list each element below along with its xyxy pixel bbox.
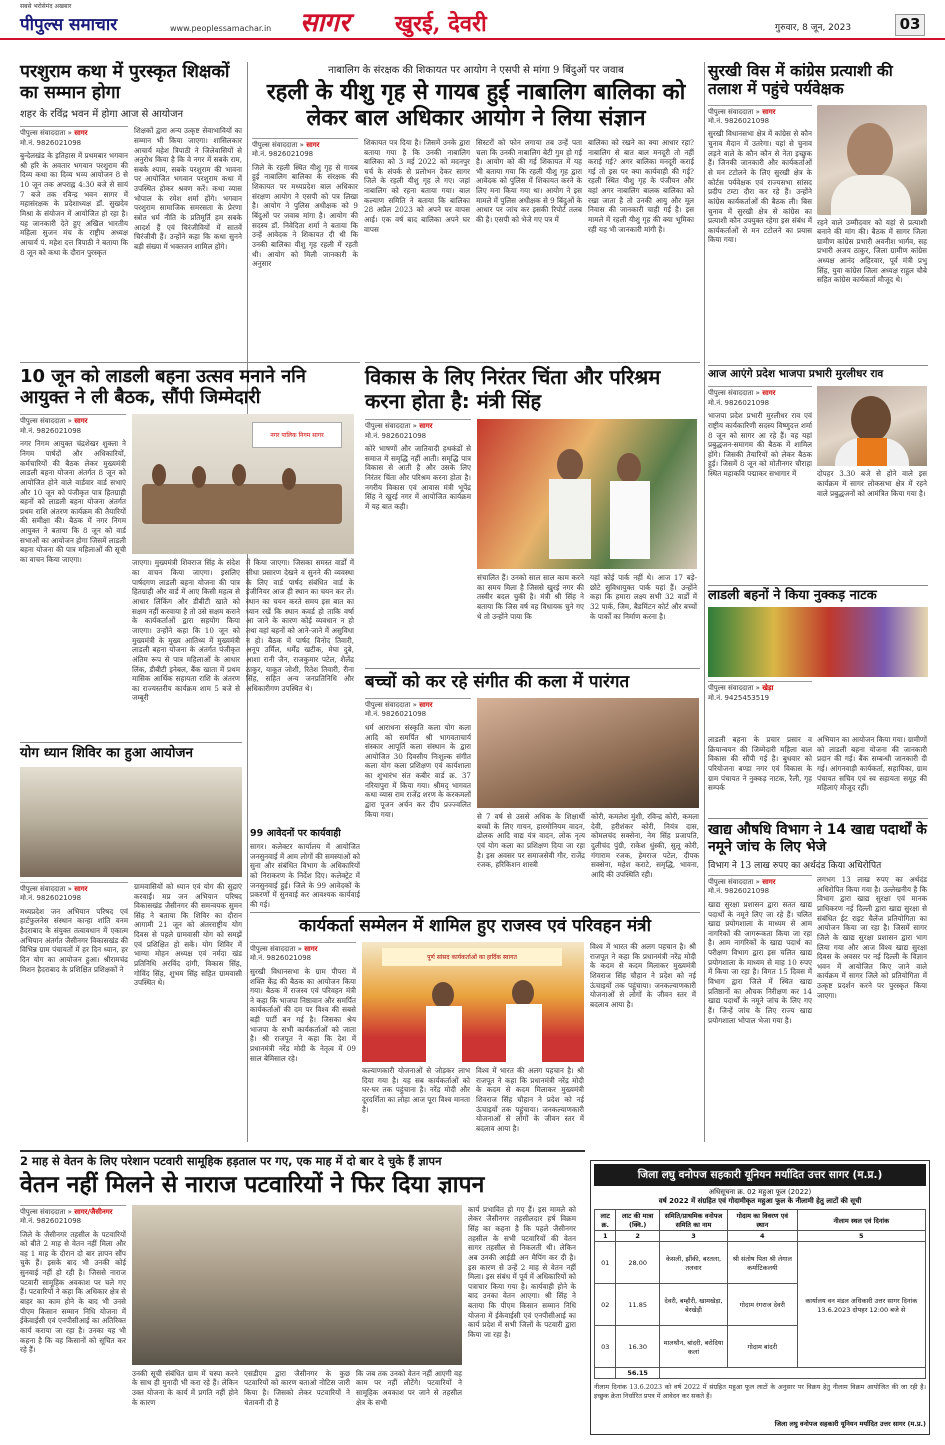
article-body: विश्व में भारत की अलग पहचान है। श्री राजपूत ने कहा कि प्रधानमंत्री नरेंद्र मोदी के कदम से कदम मिलाकर मुख्यमंत्री शिवराज सिंह चौहान ने प्रदेश को नई ऊंचाइयों तक पहुंचाया। जनकल्याणकारी योजनाओं से लोगों के जीवन स्तर में बदलाव आया है। (590, 942, 696, 1009)
article-surkhi (708, 62, 928, 362)
article-body: भाजपा प्रदेश प्रभारी मुरलीधर राव एवं राष्ट्रीय कार्यकारिणी सदस्य विष्णुदत्त शर्मा 8 जून को सागर आ रहे हैं। वह यहां प्रबुद्धजन-समागम की बैठक में शामिल होंगे। जिसकी तैयारियों को लेकर बैठक हुई। जिसमें 8 जून को मोतीनगर चौराहा स्थित महाकवि पद्माकर सभागार में (708, 411, 812, 479)
article-body: ग्रामवासियों को ध्यान एवं योग की सुद्राएं करवाईं। मप्र जन अभियान परिषद विकासखंड जैसीनगर की समन्वयक सुमन सिंह ने बताया कि शिविर का दौरान आगामी 21 जून को अंतरराष्ट्रीय योग दिवस से पहले ग्रामवासी योग को समझें एवं प्रशिक्षित हो सकें। योग शिविर में भाग्या मोहन अध्यक्ष एवं नर्मदा खंड प्रतिनिधि अरविंद दांगी, विकास सिंह, गोविंद सिंह, शुभम सिंह सहित ग्रामवासी उपस्थित थे। (134, 881, 242, 988)
society-cell: मालथौन, बांदरी, बरोदिया कलां (659, 1326, 727, 1368)
headline[interactable]: योग ध्यान शिविर का हुआ आयोजन (20, 745, 193, 761)
article-body: नगर निगम आयुक्त चंद्रशेखर शुक्ला ने निगम पार्षदों और अधिकारियों, कर्मचारियों की बैठक लेकर मुख्यमंत्री लाडली बहना योजना अंतर्गत 8 जून को आयोजित होने वाले वार्डवार वार्ड सभाएं और 10 जून को पंजीकृत पात्र हितग्राही बहनों को लाडली बहना योजना अंतर्गत प्रथम राशि अंतरण कार्यक्रम की तैयारियों की समीक्षा की। बैठक में नगर निगम आयुक्त ने बताया कि 8 जून को वार्ड सभाओं का आयोजन होगा जिसमें लाडली बहना योजना की पात्र महिलाओं की सूची का वाचन किया जाएगा। (20, 439, 126, 565)
byline: पीपुल्स संवाददाता » सागर मो.नं. 9826021098 (20, 126, 128, 148)
article-body: लाडली बहना के प्रचार प्रसार व क्रियान्वयन की जिम्मेदारी महिला बाल विकास की सौंपी गई है। बुधवार को परियोजना बण्डा नगर एवं विकास के ग्राम पंचायत ने नुक्कड़ नाटक, रैली, गृह सम्पर्क (708, 735, 812, 793)
article-body: खाद्य सुरक्षा प्रशासन द्वारा सतत खाद्य पदार्थों के नमूने लिए जा रहे हैं। चलित खाद्य प्रयोगशाला के माध्यम से आम नागरिकों की जागरूकता किया जा रहा है। आम नागरिकों के खाद्य पदार्थ का परीक्षण विभाग द्वारा इस चलित खाद्य प्रयोगशाला के माध्यम से माह 10 रुपए में किया जा रहा है। विगत 15 दिवस में विभाग द्वारा जिले में स्थित खाद्य प्रतिष्ठानों का औचक निरीक्षण कर 14 खाद्य पदार्थों के नमूने जांच के लिए गए हैं। जिन्हें जांच के लिए राज्य खाद्य प्रयोगशाला भोपाल भेजा गया है। (708, 899, 812, 1025)
byline: पीपुल्स संवाददाता » खेड़ा मो.नं. 9425453519 (708, 681, 812, 703)
qty-cell: 11.85 (616, 1284, 659, 1326)
article-body: कोरी, कमलेश मुंशी, रविन्द्र कोरी, कमला देवी, हरीशंकर कोरी, नियंत्र दास, कोमलचंद सक्सेना, नेम सिंह प्रजापति, दुलीचंद पुंग्री, राकेश धुंस्की, सुलू कोरी, गंगाराम रजक, हेमराज पटेल, दीपक सक्सेना, महेश कराटे, समृद्धि, भावना, आदि की उपस्थिति रही। (591, 812, 699, 879)
byline: पीपुल्स संवाददाता » सागर मो.नं. 9826021098 (708, 105, 812, 127)
masthead (0, 0, 945, 40)
article-body: सागर। कलेक्टर कार्यालय में आयोजित जनसुनवाई में आम लोगों की समस्याओं को सुना और संबंधित विभाग के अधिकारियों को निराकरण के निर्देश दिए। कलेक्ट्रेट में जनसुनवाई हुई। जिले के 99 आवेदकों के प्रकरणों में सुनवाई कर आवश्यक कार्यवाई की गई। (250, 842, 360, 910)
minister-event-photo (477, 419, 697, 569)
headline[interactable]: 99 आवेदनों पर कार्यवाही (250, 828, 341, 839)
article-body: कल्याणकारी योजनाओं से जोड़कर लाभ दिया गया है। यह सब कार्यकर्ताओं को घर-घर तक पहुंचाना है। नरेंद्र मोदी और दूरदर्शिता का लोहा आज पूरा विश्व मानता है। (362, 1066, 470, 1114)
headline[interactable]: रहली के यीशु गृह से गायब हुई नाबालिग बालिका को लेकर बाल अधिकार आयोग ने लिया संज्ञान (266, 80, 686, 131)
nukkad-natak-photo (708, 607, 928, 677)
article-food-safety (708, 818, 928, 1143)
headline[interactable]: परशुराम कथा में पुरस्कृत शिक्षकों का सम्मान होगा (20, 62, 230, 103)
article-nukkad-natak (708, 585, 928, 735)
column-rule (704, 62, 705, 1142)
godown-cell: श्री संतोष पिता श्री लेगाल कर्माटिकलयी (728, 1242, 797, 1284)
place-cell: कार्यालय वन मंडल अधिकारी उत्तर सागर दिनांक 13.6.2023 दोपहर 12:00 बजे से (797, 1242, 925, 1368)
col-num: 3 (659, 1231, 727, 1242)
godown-cell: गोदाम बांदरी (728, 1326, 797, 1368)
article-body: लगभग 13 लाख रुपए का अर्थदंड अधिरोपित किया गया है। उल्लेखनीय है कि विभाग द्वारा खाद्य सुरक्षा एवं मानक प्राधिकरण नई दिल्ली द्वारा खाद्य सुरक्षा से संबंधित ईट राइट चैलेंज प्रतियोगिता का आयोजन किया जा रहा है। जिसमें सागर जिले के खाद्य सुरक्षा प्रशासन द्वारा भाग लिया गया और आज विश्व खाद्य सुरक्षा दिवस के अवसर पर नई दिल्ली के विज्ञान भवन में आयोजित किए जाने वाले कार्यक्रम में सागर जिले को प्रतियोगिता में उत्कृष्ट प्रदर्शन करने पर पुरस्कृत किया जाएगा। (817, 875, 927, 1000)
politician-photo (817, 105, 927, 215)
col-num: 5 (797, 1231, 925, 1242)
kicker: नाबालिग के संरक्षक की शिकायत पर आयोग ने एसपी से मांगा 9 बिंदुओं पर जवाब (328, 65, 624, 76)
music-class-photo (477, 698, 699, 808)
col-society: समिति/प्राथमिक वनोपज समिति का नाम (659, 1210, 727, 1231)
website-url[interactable]: www.peoplessamachar.in (170, 24, 272, 33)
lot-table (594, 1209, 926, 1379)
article-body: में किया जाएगा। जिसका समस्त वार्डों में सीधा प्रसारण देखने व सुनने की व्यवस्था के लिए वार्ड पार्षद संबंधित वार्ड के इंजीनियर आज ही स्थान का चयन कर लें। स्थान का चयन करते समय इस बात का ध्यान रखें कि स्थान कवर्ड हो ताकि वर्षा आ जाने के कारण कोई व्यवधान न हो तथा वहां बहनों को आने-जाने में असुविधा न हो। बैठक में पार्षद विनोद तिवारी, अनूप उर्मिल, धर्मेंद्र खटीक, मेघा दुबे, आशा रानी जैन, राजकुमार पटेल, शैलेंद्र ठाकुर, याकूत जोशी, रितेश तिवारी, रीना सिंह, सहित अन्य जनप्रतिनिधि और अधिकारीगण उपस्थित थे। (246, 558, 354, 693)
article-body: सुरखी विधानसभा क्षेत्र में कांग्रेस से कौन चुनाव मैदान में उतरेगा। यहां से चुनाव लड़ने वाले के कौन कौन से नेता इच्छुक हैं। जिनकी जानकारी और कार्यकर्ताओं से मन टटोलने के लिए सुरखी क्षेत्र के कोर्टस पर्यवेक्षक एवं राज्यसभा सांसद प्रदीप टम्टा दौरा कर रहे हैं। उन्होंने कांग्रेस कार्यकर्ताओं की बैठक ली। बिस चुनाव में सुरखी क्षेत्र से कांग्रेस का प्रत्याशी कौन उपयुक्त रहेगा इस संबंध में कार्यकर्ताओं से मन टटोलने का प्रयास किया गया। (708, 129, 812, 245)
col-num: 4 (728, 1231, 797, 1242)
headline[interactable]: कार्यकर्ता सम्मेलन में शामिल हुए राजस्व एवं परिवहन मंत्री (299, 916, 651, 936)
article-body: यहां कोई पार्क नहीं थे। आज 17 बड़े- छोटे सुविधायुक्त पार्क यहां हैं। उन्होंने कहा कि हमारा लक्ष्य सभी 32 वार्डों में 32 पार्क, जिम, बैडमिंटन कोर्ट और बच्चों के पार्कों का निर्माण करना है। (590, 573, 697, 621)
byline: पीपुल्स संवाददाता » सागर मो.नं. 9826021098 (708, 875, 812, 897)
byline: पीपुल्स संवाददाता » सागर मो.नं. 9826021098 (20, 882, 128, 904)
patwari-protest-photo (132, 1205, 462, 1365)
headline[interactable]: आज आएंगे प्रदेश भाजपा प्रभारी मुरलीधर राव (708, 368, 884, 380)
headline[interactable]: वेतन नहीं मिलने से नाराज पटवारियों ने फिर दिया ज्ञापन (20, 1171, 485, 1198)
society-cell: केसली, झींकी, बरतला, तलवार (659, 1242, 727, 1284)
article-body: बालिका को रखने का क्या आधार रहा? नाबालिग से बात बाल मनदूरी तो नहीं कराई गई? अगर बालिका मनदूरी कराई गई तो इस पर क्या कार्यवाही की गई? रहली स्थित यीशु गृह के पंजीयन और वहां अगर नाबालिग बालक बालिका को रखा जाता है तो उनकी आयु और मूल निवास की जानकारी चाही गई है। इस मामले में रहली यीशु गृह की क्या भूमिका रही यह भी जानकारी मांगी है। (588, 137, 694, 234)
article-body: उनकी सूची संबंधित ग्राम में चस्पा करने के साथ ही मुनादी भी करा रहे हैं। लेकिन उक्त योजना के कार्य में प्रगति नहीं होने के कारण (132, 1368, 238, 1407)
article-development-minister (365, 362, 700, 662)
page-number: 03 (895, 14, 925, 36)
lot-cell: 01 (595, 1242, 616, 1284)
article-patwari-strike (20, 1150, 585, 1435)
society-cell: देवरी, बम्हौरी, खामखेड़ा, बेरखेड़ी (659, 1284, 727, 1326)
headline[interactable]: सुरखी विस में कांग्रेस प्रत्याशी की तलाश में पहुंचे पर्यवेक्षक (708, 62, 893, 99)
table-row (595, 1242, 926, 1284)
col-qty: लाट की मात्रा (क्वि.) (616, 1210, 659, 1231)
byline: पीपुल्स संवाददाता » सागर मो.नं. 9826021098 (20, 414, 126, 436)
qty-cell: 28.00 (616, 1242, 659, 1284)
article-body: से 7 वर्ष से उससे अधिक के शिक्षार्थी बच्चों के लिए गायन, हारमोनियम वादन, ढोलक आदि वाद्य यंत्र वादन, लोक नृत्य एवं योग कला का प्रशिक्षण दिया जा रहा है। इस अवसर पर समाजसेवी गौर, राजेंद्र रजक, हरिकिशन शास्त्री (477, 812, 585, 870)
article-body: कोरे भाषणों और जातिवादी हथकंडों से समाज में समृद्धि नहीं आती। समृद्धि पात्र विकास से आती है और उसके लिए निरंतर चिंता और परिश्रम करना होता है। नगरीय विकास एवं आवास मंत्री भूपेंद्र सिंह ने खुरई नगर में आयोजित कार्यक्रम में यह बात कही। (365, 444, 471, 511)
article-body: विश्व में भारत की अलग पहचान है। श्री राजपूत ने कहा कि प्रधानमंत्री नरेंद्र मोदी के कदम से कदम मिलाकर मुख्यमंत्री शिवराज सिंह चौहान ने प्रदेश को नई ऊंचाइयों तक पहुंचाया। जनकल्याणकारी योजनाओं से लोगों के जीवन स्तर में बदलाव आया है। (476, 1066, 584, 1133)
article-rahli (252, 62, 700, 352)
kicker: 2 माह से वेतन के लिए परेशान पटवारी सामूहिक हड़ताल पर गए, एक माह में दो बार दे चुके हैं ज्ञापन (20, 1154, 442, 1168)
article-body: अभियान का आयोजन किया गया। ग्रामीणों को लाडली बहना योजना की जानकारी प्रदान की गई। बैंक सम्बन्धी जानकारी दी गई। आंगनवाड़ी कार्यकर्ता, सहायिका, ग्राम पंचायत सचिव एवं स्व सहायता समूह की महिलाएं मौजूद रहीं। (817, 735, 927, 793)
notice-title: जिला लघु वनोपज सहकारी यूनियन मर्यादित उत्तर सागर (म.प्र.) (594, 1164, 926, 1186)
col-lot: लाट क्र. (595, 1210, 616, 1231)
subheadline: शहर के रविंद्र भवन में होगा आज से आयोजन (20, 109, 184, 121)
article-body: मध्यप्रदेश जन अभियान परिषद एवं हार्टफुलनेस संस्थान कान्हा शांति वनम हैदराबाद के संयुक्त तत्वावधान में एकात्म अभियान अंतर्गत जैसीनगर विकासखंड की विभिन्न ग्राम पंचायतों में हर दिन ध्यान, हर दिन योग का आयोजन हुआ। श्रीरामचंद्र मिशन हैदराबाद के प्रशिक्षित प्रशिक्षकों ने (20, 906, 128, 974)
article-body: कार्य प्रभावित हो गए हैं। इस मामले को लेकर जैसीनगर तहसीलदार हर्ष विक्रम सिंह का कहना है कि पहले जैसीनगर तहसील के सभी पटवारियों की वेतन सागर तहसील से निकलती थी। लेकिन अब उनकी आईडी अन मैपिंग कर दी है। इस कारण से उन्हें 2 माह से वेतन नहीं मिला। इस संबंध में पूर्व में अधिकारियों को पत्राचार किया गया है। कार्यवाही होने के बाद उनका वेतन आएगा। श्री सिंह ने बताया कि पीएम किसान सम्मान निधि योजना में ईकेवाईसी एवं एनपीसीआई का कार्य प्रदेश में सभी जिलों के पटवारी द्वारा किया जा रहा है। (468, 1204, 576, 1340)
section-towns: खुरई, देवरी (395, 11, 487, 37)
yoga-camp-photo (20, 767, 242, 877)
col-num: 2 (616, 1231, 659, 1242)
headline[interactable]: बच्चों को कर रहे संगीत की कला में पारंगत (365, 672, 630, 692)
qty-cell: 16.30 (616, 1326, 659, 1368)
photo-caption: दोपहर 3.30 बजे से होने वाले इस कार्यक्रम में सागर लोकसभा क्षेत्र में रहने वाले प्रबुद्धजनों को आमंत्रित किया गया है। (817, 469, 927, 498)
col-num: 1 (595, 1231, 616, 1242)
headline[interactable]: 10 जून को लाडली बहना उत्सव मनाने ननि आयुक्त ने ली बैठक, सौंपी जिम्मेदारी (20, 366, 306, 409)
article-worker-conference (250, 912, 700, 1142)
blank-cell (595, 1368, 616, 1379)
newspaper-logo: पीपुल्स समाचार (20, 15, 118, 35)
section-city: सागर (300, 8, 350, 38)
tender-notice (590, 1160, 930, 1435)
article-body: शिकायत पत्र दिया है। जिसमें उनके द्वारा बताया गया है कि उनकी नाबालिग बालिका को 3 मई 2022 को मदनपुर चर्च के संपर्क से प्रलोभन देकर सागर जिले के रहली यीशु गृह ले गए। जहां नाबालिग को रहना बताया गया। बाल कल्याण समिति ने बताया कि बालिका 28 अप्रैल 2023 को अपने घर वापस आई। एक वर्ष बाद बालिका अपने घर वापस (364, 137, 470, 234)
conference-photo (362, 942, 584, 1062)
lot-cell: 02 (595, 1284, 616, 1326)
issue-date: गुरुवार, 8 जून, 2023 (775, 23, 852, 33)
article-body: शिक्षकों द्वारा अन्य उत्कृष्ट सेवाभावियों का सम्मान भी किया जाएगा। शासिलकार आचार्य महेश त्रिपाठी ने जिलेवासियों से अनुरोध किया है कि वे नगर में सबके राम, सबके श्याम, सबके परशुराम की भावना पर आयोजित भगवान परशुराम कथा में उपस्थित होकर श्रवण करें। कथा व्यास भोपाल के रमेश शर्मा होंगे। भगवान परशुराम सामाजिक समरसता के प्रेरणा स्त्रोत धर्म नीति के प्रतिमूर्ति हम सबके आदर्श हैं एवं चिरंजीवियों में सातवें चिरंजीवी हैं। उन्होंने कहा कि कथा सुनने बड़ी संख्या में भक्तजन शामिल होंगे। (134, 126, 242, 251)
banner-sign: पूर्ण सांसद कार्यकर्ताओं का हार्दिक स्वागत (382, 948, 562, 966)
logo-tagline: सबसे भरोसेमंद अखबार (20, 3, 72, 10)
article-parshuram (20, 62, 242, 332)
byline: पीपुल्स संवाददाता » सागर मो.नं. 9826021098 (252, 138, 358, 160)
godown-cell: गोदाम रंगराज देवरी (728, 1284, 797, 1326)
col-godown: गोदाम का विवरण एवं स्थान (728, 1210, 797, 1231)
headline[interactable]: खाद्य औषधि विभाग ने 14 खाद्य पदार्थों के नमूने जांच के लिए भेजे (708, 822, 927, 855)
article-music-class (365, 668, 700, 908)
byline: पीपुल्स संवाददाता » सागर मो.नं. 9826021098 (250, 942, 356, 964)
article-body: कि जब तक उनको वेतन नहीं आएगी वह काम पर नहीं लौटेंगे। पटवारियों ने सामूहिक अवकाश पर जाने से तहसील क्षेत्र के सभी (356, 1368, 462, 1407)
article-body: सुरखी विधानसभा के ग्राम पीपरा में शक्ति केंद्र की बैठक का आयोजन किया गया। बैठक में राजस्व एवं परिवहन मंत्री ने कहा कि भाजपा निष्ठावान और समर्पित कार्यकर्ताओं की दम पर विश्व की सबसे बड़ी पार्टी बन गई है। जिसका श्रेय भाजपा के सभी कार्यकर्ताओं को जाता है। श्री राजपूत ने कहा कि देश में प्रधानमंत्री नरेंद्र मोदी के नेतृत्व में 09 साल बेमिसाल रहे। (250, 966, 356, 1063)
meeting-photo (132, 414, 354, 554)
article-muralidhar (708, 365, 928, 580)
byline: पीपुल्स संवाददाता » सागर मो.नं. 9826021098 (708, 386, 812, 408)
col-place: नीलाम स्थल एवं दिनांक (797, 1210, 925, 1231)
blank-cell (659, 1368, 925, 1379)
photo-caption: रहने वाले उम्मीदवार को यहां से प्रत्याशी बनाने की मांग की। बैठक में सागर जिला ग्रामीण कांग्रेस प्रभारी अवनीश भार्गव, सह प्रभारी अजय ठाकुर, जिला ग्रामीण कांग्रेस अध्यक्ष आनंद अहिरवार, पूर्व मंत्री प्रभु सिंह, युवा कांग्रेस जिला अध्यक्ष राहुल चौबे सहित कांग्रेस कार्यकर्ता मौजूद थे। (817, 217, 927, 285)
article-body: बुन्देलखंड के इतिहास में प्रथमबार भगवान श्री हरि के अवतार भगवान परशुराम की दिव्य कथा का दिव्य भव्य आयोजन 8 से 10 जून तक अपराह्न 4:30 बजे से सायं 7 बजे तक रविन्द्र भवन सागर में महासंरक्षक के प्रदेशाध्यक्ष डॉ. सुखदेव मिश्रा के संयोजन में आयोजित हो रहा है। यह जानकारी देते हुए अखिल भारतीय महिला सुजन मंच के राष्ट्रीय अध्यक्ष आचार्य पं. महेश दत्त त्रिपाठी ने बताया कि 8 जून को कथा के दौरान पुरस्कृत (20, 151, 128, 257)
article-99-applications (250, 828, 360, 908)
article-body: सिस्टरों को फोन लगाया तब उन्हें पता चला कि उनकी नाबालिग बेटी गुम हो गई है। आयोग को की गई शिकायत में यह भी बताया गया कि रहली यीशु गृह द्वारा आवेदक को पुलिस में शिकायत करने के लिए मना किया गया था। आयोग ने इस मामले में पुलिस अधीक्षक से 9 बिंदुओं के आधार पर जांच कर इसकी रिपोर्ट तलब की है। एसपी को भेजे गए पत्र में (476, 137, 582, 225)
headline[interactable]: विकास के लिए निरंतर चिंता और परिश्रम करना होता है: मंत्री सिंह (365, 365, 661, 413)
article-body: एसडीएम द्वारा जैसीनगर के कुछ पटवारियों को कारण बताओ नोटिस जारी किया है। जिसको लेकर पटवारियों ने चेतावनी दी है (244, 1368, 350, 1407)
article-body: संचालित हैं। उनको साल साल काम करने का समय मिला है जिससे खुरई नगर की तस्वीर बदल चुकी है। मंत्री श्री सिंह ने बताया कि जिस वर्ष वह विधायक चुने गए थे तो उन्होंने पाया कि (477, 573, 584, 621)
article-nukkad-natak-body (708, 735, 928, 815)
notice-signature: जिला लघु वनोपज सहकारी यूनियन मर्यादित उत्तर सागर (म.प्र.) (774, 1420, 926, 1428)
banner-sign: नगर पालिक निगम सागर (252, 422, 342, 448)
article-body: जाएगा। मुख्यमंत्री शिवराज सिंह के संदेश का वाचन किया जाएगा। इसलिए पार्षदगण लाडली बहना योजना की पात्र हितग्राही और वार्ड में आए किसी महत्व से आधार लिंकिंग और डीबीटी खाते को सक्षम नहीं करवाया है तो उसे सक्षम कराने के कार्यकर्ताओं द्वारा सहयोग किया जाएगा। उन्होंने कहा कि 10 जून को मुख्यमंत्री के मुख्य आतिथ्य में मुख्यमंत्री लाडली बहना योजना के अंतर्गत पंजीकृत अंतिम रूप से पात्र महिलाओं के आधार लिंक, डीबीटी इनेबल, बैंक खाता में प्रथम मासिक आर्थिक सहायता राशि के अंतरण का राज्यस्तरीय कार्यक्रम शाम 5 बजे से जम्बूरी (132, 558, 240, 703)
headline[interactable]: लाडली बहनों ने किया नुक्कड़ नाटक (708, 588, 877, 603)
article-ladli-bahna-meeting (20, 362, 360, 737)
article-yoga-camp (20, 742, 242, 1142)
byline: पीपुल्स संवाददाता » सागर मो.नं. 9826021098 (365, 698, 471, 720)
politician-photo (817, 386, 927, 466)
article-body: धर्म आराधना संस्कृति कला योग कला आदि को समर्पित श्री भागवताचार्य संस्कार आपूर्ति कला संस्थान के द्वारा आयोजित 30 दिवसीय निःशुल्क संगीत कला योग कला प्रशिक्षण एवं कार्यशाला का शुभारंभ संत कबीर वार्ड क्र. 37 नरियापुरा में किया गया। श्रीमद् भागवत कथा व्यास राम राजेंद्र शरण के करकमलों द्वारा पूजन अर्चन कर दीप प्रज्ज्वलित किया गया। (365, 722, 471, 819)
subheadline: विभाग ने 13 लाख रुपए का अर्थदंड किया अधिरोपित (708, 861, 882, 872)
table-row-total (595, 1368, 926, 1379)
byline: पीपुल्स संवाददाता » सागर मो.नं. 9826021098 (365, 419, 471, 441)
byline: पीपुल्स संवाददाता » सागर/जैसीनगर मो.नं. 9826021098 (20, 1205, 126, 1227)
notice-subtitle: अधिसूचना क्र. 02 महुआ फूल (2022) (708, 1188, 812, 1196)
notice-subtitle-2: वर्ष 2022 में संग्रहित एवं गोदामीकृत महुआ फूल के नीलामी हेतु लाटों की सूची (658, 1197, 862, 1205)
lot-cell: 03 (595, 1326, 616, 1368)
article-body: जिले के रहली स्थित यीशु गृह से गायब हुई नाबालिग बालिका के संरक्षक की शिकायत पर मध्यप्रदेश बाल अधिकार संरक्षण आयोग ने एसपी को पत्र लिखा है। आयोग ने पुलिस अधीक्षक को 9 बिंदुओं पर जवाब मांगा है। आयोग की सदस्य डॉ. निवेदिता शर्मा ने बताया कि उन्हें आवेदक ने शिकायत दी थी कि उनकी बालिका यीशु गृह रहली में रहती थी। आयोग को मिली जानकारी के अनुसार (252, 162, 358, 269)
notice-note: नीलाम दिनांक 13.6.2023 को वर्ष 2022 में संग्रहित महुआ फूल लाटों के अनुसार पर विक्रय हेतु नीलाम विक्रम आयोजित की जा रही है। इच्छुक क्रेता निर्धारित प्रपत्र में आवेदन कर सकते हैं। (594, 1383, 926, 1400)
total-cell: 56.15 (616, 1368, 659, 1379)
article-body: जिले के जैसीनगर तहसील के पटवारियों को बीते 2 माह से वेतन नहीं मिला और वह 1 माह के दौरान दो बार ज्ञापन सौंप चुके हैं। इसके बाद भी उनकी कोई सुनवाई नहीं हो रही है। जिससे नाराज पटवारी सामूहिक अवकाश पर चले गए हैं। पटवारियों ने कहा कि अधिकार क्षेत्र से बाहर का काम होने के बाद भी उनसे पीएम किसान सम्मान निधि योजना में ईकेवाईसी एवं एनपीसीआई का अतिरिक्त कार्य कराया जा रहा है। उनका यह भी कहना है कि वह किसानों को सूचित कर रहे हैं। (20, 1229, 126, 1355)
